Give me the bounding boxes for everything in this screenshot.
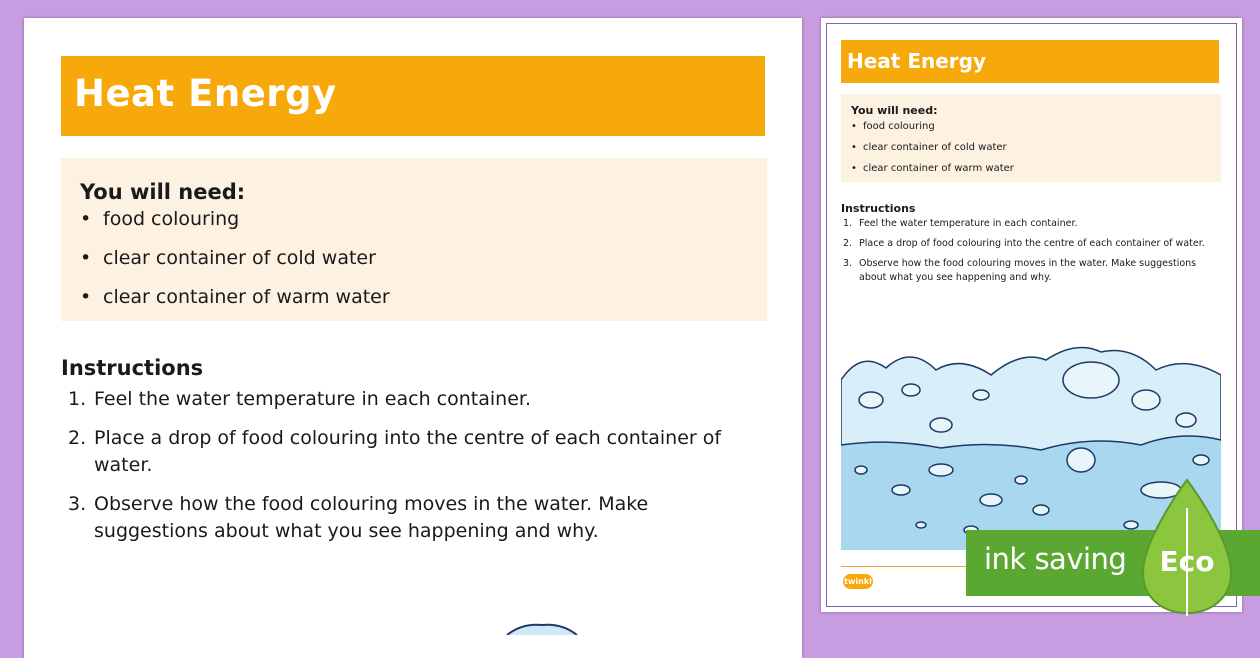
list-item: • food colouring [851,121,935,132]
bullet-icon: • [851,142,857,153]
list-item: • clear container of cold water [80,247,376,269]
instruction-step: 3. Observe how the food colouring moves in the water. Make suggestions about what you see happening and why. [843,258,1197,283]
needs-list [80,206,390,323]
instructions-heading: Instructions [61,356,204,380]
instruction-step: 1. Feel the water temperature in each container. [843,218,1078,229]
preview-needs-list [851,120,1014,183]
instruction-step: 2. Place a drop of food colouring into the centre of each container of water. [843,238,1205,249]
you-will-need-box [61,158,767,321]
preview-title-bar [841,40,1219,83]
you-will-need-heading: You will need: [80,180,246,204]
instructions-list [68,386,768,557]
eco-leaf-drop-icon [1141,478,1233,618]
bullet-icon: • [851,121,857,132]
page-title: Heat Energy [74,72,337,115]
instruction-step: 3. Observe how the food colouring moves in the water. Make suggestions about what you see happening and why. [68,493,649,542]
worksheet-page-large [24,18,802,658]
list-item: • clear container of warm water [851,163,1014,174]
preview-instructions-list [843,217,1223,291]
ink-saving-label: ink saving [984,542,1127,576]
list-item: • food colouring [80,208,240,230]
list-item: • clear container of cold water [851,142,1007,153]
preview-title: Heat Energy [847,49,987,73]
eco-label: Eco [1159,545,1215,578]
instruction-step: 1. Feel the water temperature in each container. [68,388,531,410]
preview-instructions-heading: Instructions [841,202,916,215]
bullet-icon: • [851,163,857,174]
bullet-icon: • [80,286,92,308]
bullet-icon: • [80,208,92,230]
title-bar [61,56,765,136]
preview-you-will-need-heading: You will need: [851,104,938,117]
water-illustration-edge [502,623,582,635]
list-item: • clear container of warm water [80,286,390,308]
preview-you-will-need-box [841,94,1221,182]
bullet-icon: • [80,247,92,269]
instruction-step: 2. Place a drop of food colouring into the centre of each container of water. [68,427,722,476]
twinkl-logo: twinkl [843,574,873,589]
